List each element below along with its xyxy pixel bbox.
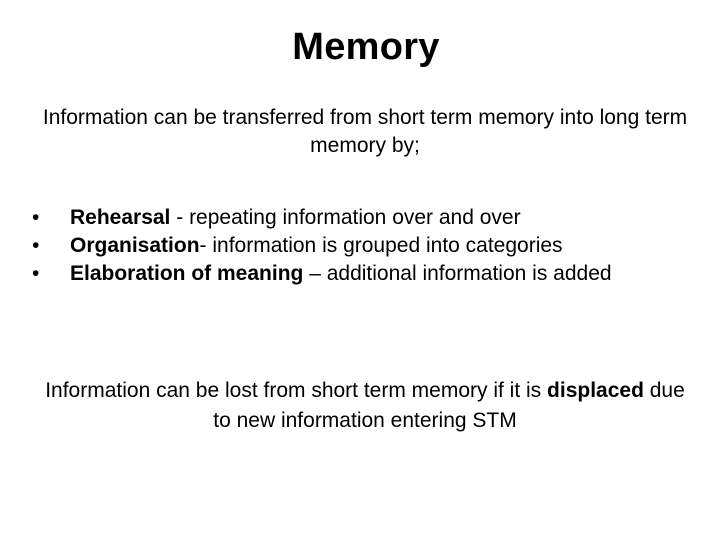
bullet-icon: • <box>32 234 40 257</box>
bullet-description: - information is grouped into categories <box>199 234 563 257</box>
bullet-term: Organisation <box>70 234 200 257</box>
outro-emphasis: displaced <box>547 379 644 402</box>
bullet-description: - repeating information over and over <box>170 206 521 229</box>
bullet-icon: • <box>32 206 40 229</box>
outro-text <box>40 376 690 436</box>
bullet-item-organisation <box>24 232 674 260</box>
outro-text-after: due to new information entering STM <box>213 379 685 432</box>
intro-text: Information can be transferred from short term memory into long term memory by; <box>42 106 688 157</box>
bullet-term: Rehearsal <box>70 206 171 229</box>
outro-text-before: Information can be lost from short term memory if it is <box>45 379 548 402</box>
slide-title: Memory <box>292 26 440 68</box>
bullet-item-elaboration <box>24 260 674 288</box>
bullet-icon: • <box>32 262 40 285</box>
bullet-list <box>24 204 674 288</box>
bullet-item-rehearsal <box>24 204 674 232</box>
bullet-description: – additional information is added <box>303 262 612 285</box>
bullet-term: Elaboration of meaning <box>70 262 304 285</box>
